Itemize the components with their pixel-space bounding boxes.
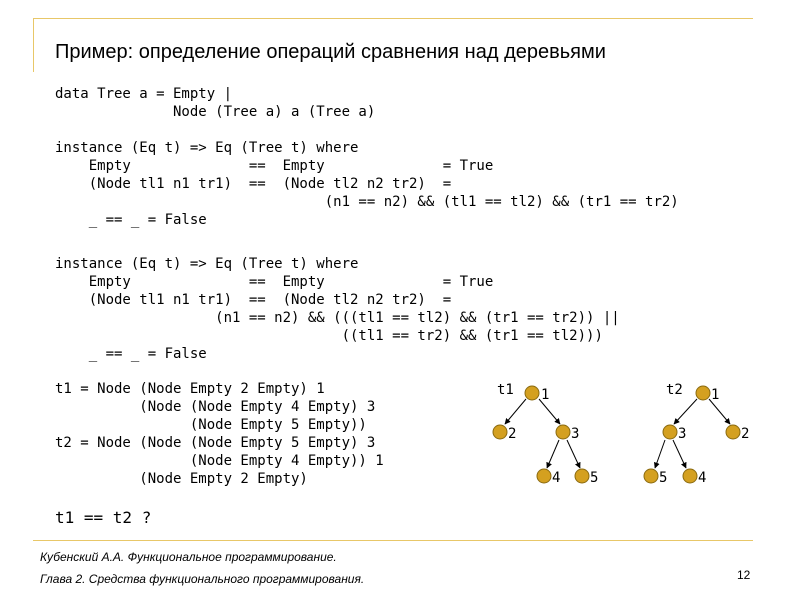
tree2-edge	[655, 440, 665, 468]
code-line: data Tree a = Empty |	[55, 86, 233, 102]
code-line: Empty == Empty = True	[55, 158, 494, 174]
tree2-node	[644, 469, 658, 483]
tree-2	[644, 382, 749, 486]
tree1-node	[556, 425, 570, 439]
code-line: t1 = Node (Node Empty 2 Empty) 1	[55, 381, 325, 397]
tree1-node	[525, 386, 539, 400]
tree1-label: t1	[497, 382, 514, 398]
tree2-edge	[674, 399, 697, 424]
tree1-node	[493, 425, 507, 439]
tree1-edge	[567, 440, 580, 468]
tree2-node	[683, 469, 697, 483]
tree2-node	[696, 386, 710, 400]
code-line: ((tl1 == tr2) && (tr1 == tl2)))	[55, 328, 603, 344]
tree-1	[493, 382, 598, 486]
footer-author: Кубенский А.А. Функциональное программирование.	[40, 550, 337, 564]
code-line: (n1 == n2) && (((tl1 == tl2) && (tr1 == tr2)) ||	[55, 310, 620, 326]
slide-title: Пример: определение операций сравнения над деревьями	[55, 41, 606, 63]
tree1-node-label: 4	[552, 470, 561, 486]
code-line: (Node Empty 2 Empty)	[55, 471, 308, 487]
tree1-edge	[505, 399, 526, 424]
decor-bottom-line	[33, 540, 753, 541]
tree2-node-label: 2	[741, 426, 750, 442]
footer-chapter: Глава 2. Средства функционального программирования.	[40, 572, 365, 586]
tree1-edge	[547, 440, 559, 468]
tree1-node-label: 5	[590, 470, 599, 486]
code-line: Empty == Empty = True	[55, 274, 494, 290]
tree2-node-label: 5	[659, 470, 668, 486]
tree1-node-label: 3	[571, 426, 580, 442]
code-line: t2 = Node (Node (Node Empty 5 Empty) 3	[55, 435, 376, 451]
tree1-node-label: 2	[508, 426, 517, 442]
code-line: (n1 == n2) && (tl1 == tl2) && (tr1 == tr2)	[55, 194, 679, 210]
code-line: instance (Eq t) => Eq (Tree t) where	[55, 256, 359, 272]
tree2-node-label: 1	[711, 387, 720, 403]
code-line: (Node tl1 n1 tr1) == (Node tl2 n2 tr2) =	[55, 292, 452, 308]
tree2-label: t2	[666, 382, 683, 398]
code-line: (Node tl1 n1 tr1) == (Node tl2 n2 tr2) =	[55, 176, 452, 192]
page-number: 12	[737, 568, 751, 582]
tree2-edge	[673, 440, 686, 468]
tree2-node-label: 4	[698, 470, 707, 486]
question-text: t1 == t2 ?	[55, 508, 152, 527]
code-line: (Node Empty 4 Empty)) 1	[55, 453, 384, 469]
tree2-node	[663, 425, 677, 439]
code-line: (Node (Node Empty 4 Empty) 3	[55, 399, 376, 415]
code-line: instance (Eq t) => Eq (Tree t) where	[55, 140, 359, 156]
code-line: Node (Tree a) a (Tree a)	[55, 104, 376, 120]
tree1-node-label: 1	[541, 387, 550, 403]
tree1-node	[575, 469, 589, 483]
tree1-node	[537, 469, 551, 483]
tree2-node	[726, 425, 740, 439]
code-line: _ == _ = False	[55, 346, 207, 362]
tree2-node-label: 3	[678, 426, 687, 442]
code-line: _ == _ = False	[55, 212, 207, 228]
code-line: (Node Empty 5 Empty))	[55, 417, 367, 433]
